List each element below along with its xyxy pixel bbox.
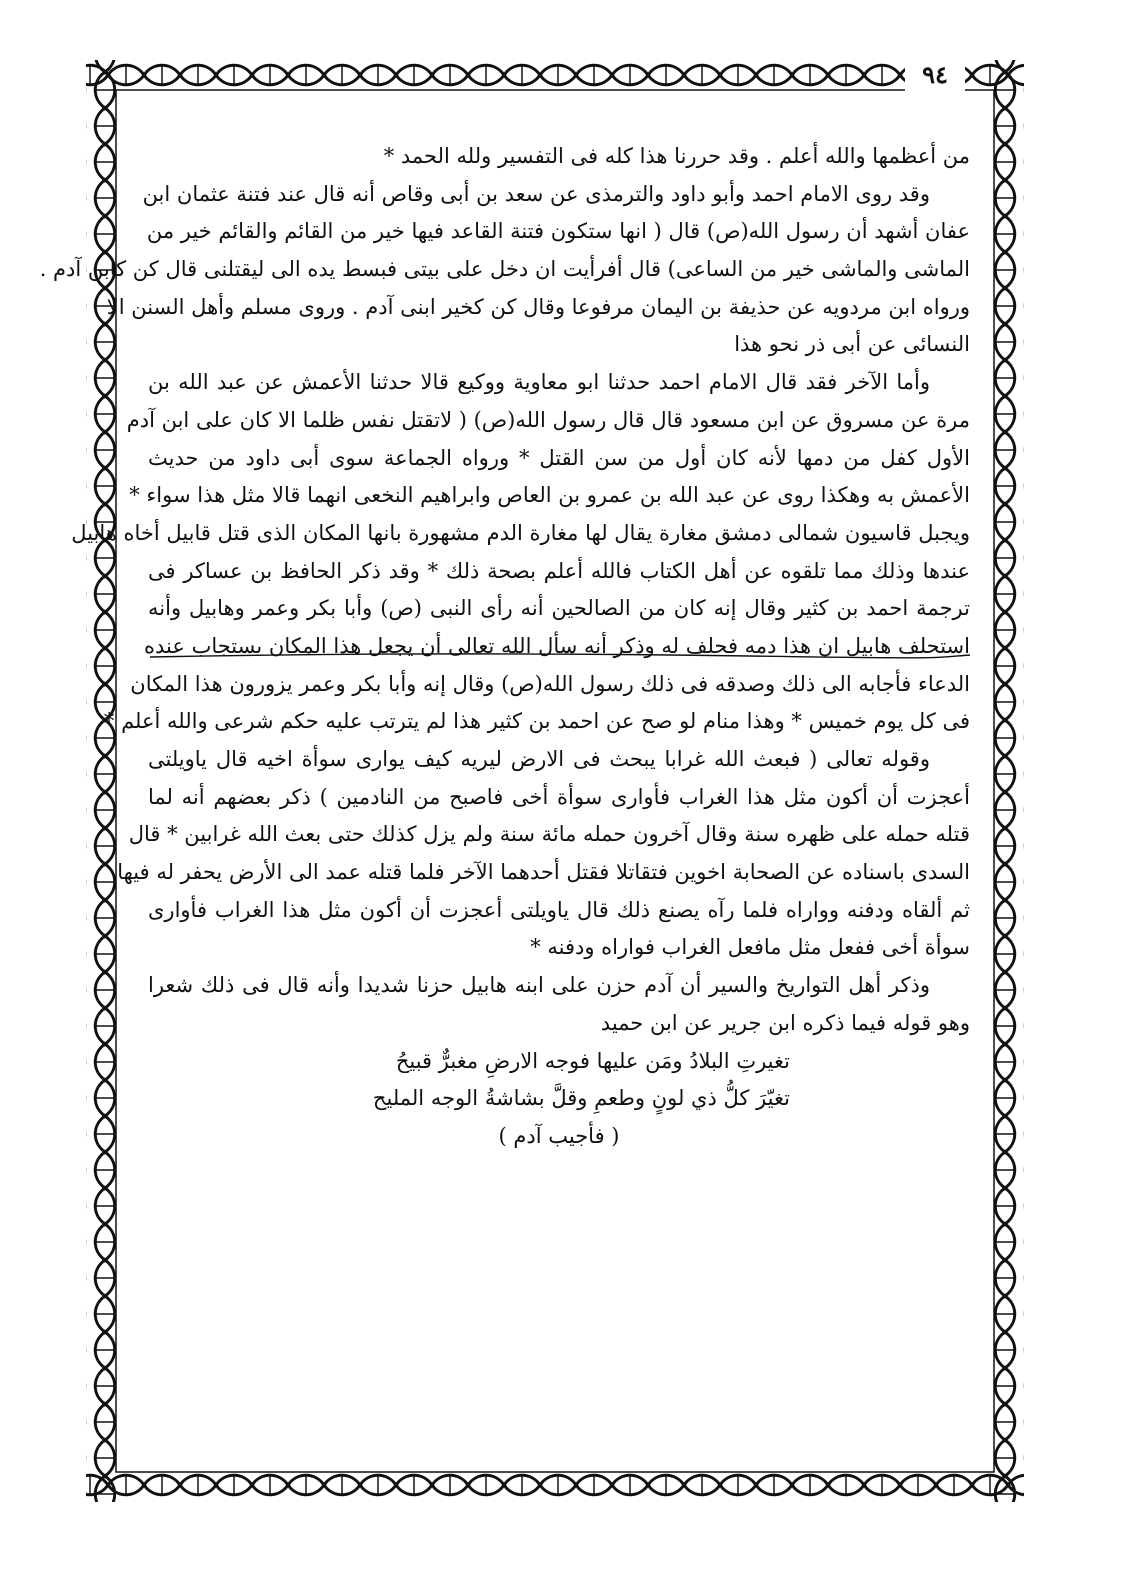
text-line: ترجمة احمد بن كثير وقال إنه كان من الصالحين أنه رأى النبى (ص) وأبا بكر وعمر وهابيل وأنه xyxy=(148,596,970,621)
text-line: مرة عن مسروق عن ابن مسعود قال قال رسول الله(ص) ( لاتقتل نفس ظلما الا كان على ابن آدم xyxy=(126,407,970,432)
text-line: السدى باسناده عن الصحابة اخوين فتقاتلا فقتل أحدهما الآخر فلما قتله عمد الى الأرض يحفر له فيها xyxy=(117,860,970,885)
text-line: الأعمش به وهكذا روى عن عبد الله بن عمرو بن العاص وابراهيم النخعى انهما قالا مثل هذا سواء * xyxy=(129,483,970,508)
text-line: وأما الآخر فقد قال الامام احمد حدثنا ابو معاوية ووكيع قالا حدثنا الأعمش عن عبد الله بن xyxy=(148,370,930,395)
text-line: سوأة أخى ففعل مثل مافعل الغراب فواراه ودفنه * xyxy=(530,935,970,960)
text-line: وهو قوله فيما ذكره ابن جرير عن ابن حميد xyxy=(600,1010,970,1035)
text-line: من أعظمها والله أعلم . وقد حررنا هذا كله فى التفسير ولله الحمد * xyxy=(383,144,970,168)
text-line: فى كل يوم خميس * وهذا منام لو صح عن احمد بن كثير هذا لم يترتب عليه حكم شرعى والله أعلم * xyxy=(103,709,970,734)
text-line: عفان أشهد أن رسول الله(ص) قال ( انها ستكون فتنة القاعد فيها خير من القائم والقائم خير من xyxy=(146,219,970,244)
text-line: قتله حمله على ظهره سنة وقال آخرون حمله مائة سنة ولم يزل كذلك حتى بعث الله غرابين * قال xyxy=(128,822,970,847)
text-line: وقد روى الامام احمد وأبو داود والترمذى عن سعد بن أبى وقاص أنه قال عند فتنة عثمان ابن xyxy=(142,181,930,206)
page-text xyxy=(39,138,970,1458)
text-line: النسائى عن أبى ذر نحو هذا xyxy=(734,332,970,357)
text-line: الدعاء فأجابه الى ذلك وصدقه فى ذلك رسول الله(ص) وقال إنه وأبا بكر وعمر يزورون هذا المكان xyxy=(130,671,970,696)
text-line: الأول كفل من دمها لأنه كان أول من سن القتل * ورواه الجماعة سوى أبى داود من حديث xyxy=(148,445,970,470)
text-line: أعجزت أن أكون مثل هذا الغراب فأوارى سوأة أخى فاصبح من النادمين ) ذكر بعضهم أنه لما xyxy=(148,784,970,809)
poem-verse: تغيرتِ البلادُ ومَن عليها فوجه الارضِ مغبرٌّ قبيحُ xyxy=(395,1048,790,1073)
text-line: ثم ألقاه ودفنه وواراه فلما رآه يصنع ذلك قال ياويلتى أعجزت أن أكون مثل هذا الغراب فأوارى xyxy=(148,897,970,922)
text-line: استحلف هابيل ان هذا دمه فحلف له وذكر أنه سأل الله تعالى أن يجعل هذا المكان يستجاب عنده xyxy=(144,633,970,658)
text-line: ويجبل قاسيون شمالى دمشق مغارة يقال لها مغارة الدم مشهورة بانها المكان الذى قتل قابيل أخاه هابيل xyxy=(71,520,970,545)
text-line: وذكر أهل التواريخ والسير أن آدم حزن على ابنه هابيل حزنا شديدا وأنه قال فى ذلك شعرا xyxy=(148,973,930,998)
text-line: ورواه ابن مردويه عن حذيفة بن اليمان مرفوعا وقال كن كخير ابنى آدم . وروى مسلم وأهل السنن الا xyxy=(106,294,970,319)
text-line: عندها وذلك مما تلقوه عن أهل الكتاب فالله أعلم بصحة ذلك * وقد ذكر الحافظ بن عساكر فى xyxy=(148,558,970,583)
text-line: وقوله تعالى ( فبعث الله غرابا يبحث فى الارض ليريه كيف يوارى سوأة اخيه قال ياويلتى xyxy=(148,747,930,771)
poem-verse: تغيّرَ كلُّ ذي لونٍ وطعمِ وقلَّ بشاشةُ الوجه المليح xyxy=(372,1086,790,1111)
caption: ( فأجيب آدم ) xyxy=(498,1123,620,1148)
page-number: ٩٤ xyxy=(905,58,965,92)
text-line: الماشى والماشى خير من الساعى) قال أفرأيت ان دخل على بيتى فبسط يده الى ليقتلنى قال كن كابن آدم . xyxy=(39,257,970,282)
